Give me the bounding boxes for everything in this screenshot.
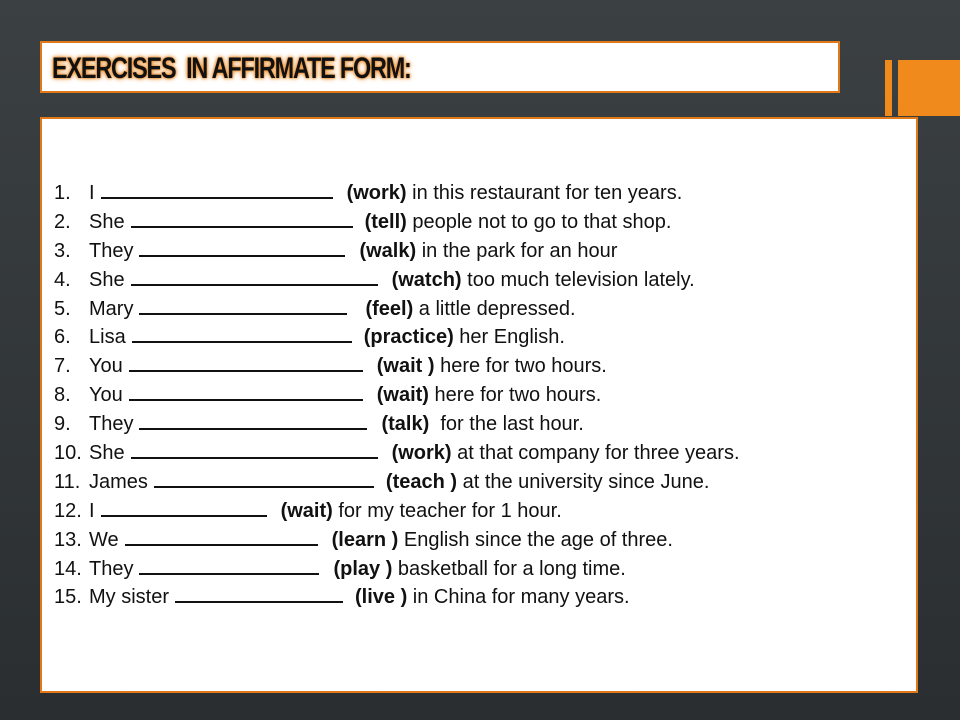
exercise-rest: at the university since June.: [457, 470, 710, 493]
answer-blank: [131, 437, 378, 459]
exercise-rest: in the park for an hour: [416, 239, 618, 262]
exercise-subject: I: [89, 499, 95, 522]
exercise-verb: (play ): [333, 557, 393, 580]
exercise-number: 11.: [54, 470, 81, 493]
exercise-number: 2.: [54, 210, 71, 233]
exercise-verb: (live ): [355, 586, 408, 609]
exercise-subject: I: [89, 182, 95, 204]
exercise-number: 13.: [54, 528, 82, 551]
exercise-rest: for my teacher for 1 hour.: [332, 499, 562, 522]
answer-blank: [101, 177, 333, 199]
exercise-verb: (feel): [365, 297, 414, 320]
exercise-verb: (learn ): [331, 528, 399, 551]
exercise-subject: They: [89, 557, 134, 580]
exercise-verb: (wait): [280, 499, 333, 522]
answer-blank: [129, 379, 363, 401]
exercise-item: [54, 235, 740, 264]
exercise-number: 7.: [54, 355, 71, 378]
exercise-rest: her English.: [453, 326, 565, 349]
exercise-item: [54, 466, 740, 495]
answer-blank: [154, 466, 374, 488]
exercise-item: [54, 293, 740, 322]
exercise-number: 4.: [54, 268, 71, 291]
answer-blank: [139, 408, 367, 430]
exercise-rest: in this restaurant for ten years.: [406, 182, 683, 204]
exercise-number: 5.: [54, 297, 71, 320]
answer-blank: [175, 581, 343, 603]
answer-blank: [129, 350, 363, 372]
exercise-verb: (wait): [376, 384, 429, 407]
answer-blank: [139, 235, 345, 257]
exercise-item: [54, 206, 740, 235]
exercise-number: 8.: [54, 384, 71, 407]
exercise-rest: a little depressed.: [413, 297, 576, 320]
exercise-subject: She: [89, 442, 125, 465]
answer-blank: [131, 264, 378, 286]
exercise-subject: Lisa: [89, 326, 126, 349]
title-box: [40, 41, 840, 93]
exercise-item: [54, 177, 740, 206]
page-title: EXERCISES IN AFFIRMATE FORM:: [52, 52, 411, 85]
exercise-item: [54, 264, 740, 293]
exercise-subject: She: [89, 268, 125, 291]
exercise-rest: English since the age of three.: [398, 528, 673, 551]
exercise-rest: here for two hours.: [428, 384, 602, 407]
exercise-number: 10.: [54, 442, 82, 465]
exercise-verb: (work): [346, 182, 407, 204]
exercise-panel: [40, 117, 918, 693]
exercise-subject: You: [89, 384, 123, 407]
exercise-verb: (work): [391, 442, 452, 465]
accent-bar-thin: [885, 60, 892, 116]
exercise-number: 9.: [54, 413, 71, 436]
answer-blank: [139, 293, 347, 315]
exercise-subject: We: [89, 528, 119, 551]
exercise-rest: here for two hours.: [434, 355, 607, 378]
exercise-list: [54, 177, 740, 610]
accent-bar-thick: [898, 60, 960, 116]
answer-blank: [131, 206, 353, 228]
exercise-subject: My sister: [89, 586, 169, 609]
exercise-verb: (talk): [381, 413, 430, 436]
answer-blank: [125, 524, 318, 546]
exercise-verb: (teach ): [385, 470, 458, 493]
exercise-rest: for the last hour.: [429, 413, 584, 436]
exercise-number: 3.: [54, 239, 71, 262]
exercise-verb: (watch): [391, 268, 462, 291]
exercise-number: 15.: [54, 586, 82, 609]
exercise-item: [54, 495, 740, 524]
exercise-item: [54, 350, 740, 379]
exercise-subject: You: [89, 355, 123, 378]
answer-blank: [139, 553, 319, 575]
exercise-number: 14.: [54, 557, 82, 580]
answer-blank: [101, 495, 267, 517]
exercise-number: 1.: [54, 182, 71, 204]
exercise-item: [54, 408, 740, 437]
exercise-subject: They: [89, 239, 134, 262]
exercise-item: [54, 524, 740, 553]
exercise-number: 12.: [54, 499, 82, 522]
exercise-verb: (wait ): [376, 355, 435, 378]
exercise-verb: (tell): [364, 210, 407, 233]
exercise-rest: basketball for a long time.: [392, 557, 626, 580]
exercise-subject: James: [89, 470, 148, 493]
exercise-item: [54, 379, 740, 408]
exercise-rest: in China for many years.: [407, 586, 630, 609]
answer-blank: [132, 321, 352, 343]
exercise-subject: They: [89, 413, 134, 436]
exercise-rest: people not to go to that shop.: [406, 210, 672, 233]
exercise-item: [54, 437, 740, 466]
exercise-item: [54, 553, 740, 582]
exercise-subject: She: [89, 210, 125, 233]
exercise-item: [54, 321, 740, 350]
exercise-item: [54, 581, 740, 610]
exercise-subject: Mary: [89, 297, 134, 320]
exercise-rest: too much television lately.: [461, 268, 695, 291]
exercise-number: 6.: [54, 326, 71, 349]
exercise-rest: at that company for three years.: [451, 442, 740, 465]
exercise-verb: (practice): [363, 326, 454, 349]
exercise-verb: (walk): [359, 239, 417, 262]
